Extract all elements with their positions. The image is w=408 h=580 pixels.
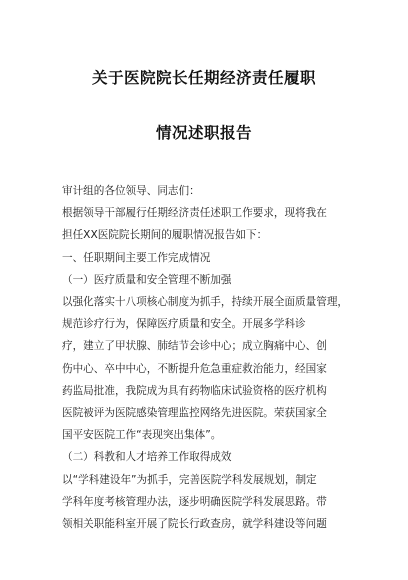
subsection-2-line: 领相关职能科室开展了院长行政查房，就学科建设等问题	[62, 518, 327, 531]
salutation: 审计组的各位领导、同志们：	[62, 185, 200, 197]
subsection-1-line: 疗，建立了甲状腺、肺结节会诊中心；成立胸痛中心、创	[62, 340, 327, 353]
subsection-1-line: 医院被评为医院感染管理监控网络先进医院。荣获国家全	[62, 407, 327, 420]
subsection-1-line: 以强化落实十八项核心制度为抓手，持续开展全面质量管理，	[62, 296, 349, 309]
subsection-1-line: 规范诊疗行为，保障医疗质量和安全。开展多学科诊	[62, 318, 306, 331]
document-title-line-2: 情况述职报告	[155, 123, 252, 142]
subsection-2-line: 学科年度考核管理办法，逐步明确医院学科发展思路。带	[62, 495, 327, 508]
intro-line-1: 根据领导干部履行任期经济责任述职工作要求，现将我在	[62, 207, 327, 220]
subsection-1-line: 伤中心、卒中中心，不断提升危急重症救治能力，经国家	[62, 362, 327, 375]
section-1-heading: 一、任职期间主要工作完成情况	[62, 251, 211, 264]
document-body	[62, 180, 358, 535]
subsection-2-heading: （二）科教和人才培养工作取得成效	[62, 451, 232, 464]
intro-line-2: 担任XX医院院长期间的履职情况报告如下：	[62, 229, 268, 242]
document-title-line-1: 关于医院院长任期经济责任履职	[91, 68, 316, 87]
subsection-2-line: 以“学科建设年”为抓手，完善医院学科发展规划，制定	[62, 473, 317, 486]
subsection-1-line: 药监局批准，我院成为具有药物临床试验资格的医疗机构	[62, 384, 327, 397]
subsection-1-heading: （一）医疗质量和安全管理不断加强	[62, 273, 232, 286]
subsection-1-line: 国平安医院工作“表现突出集体”。	[62, 429, 222, 442]
